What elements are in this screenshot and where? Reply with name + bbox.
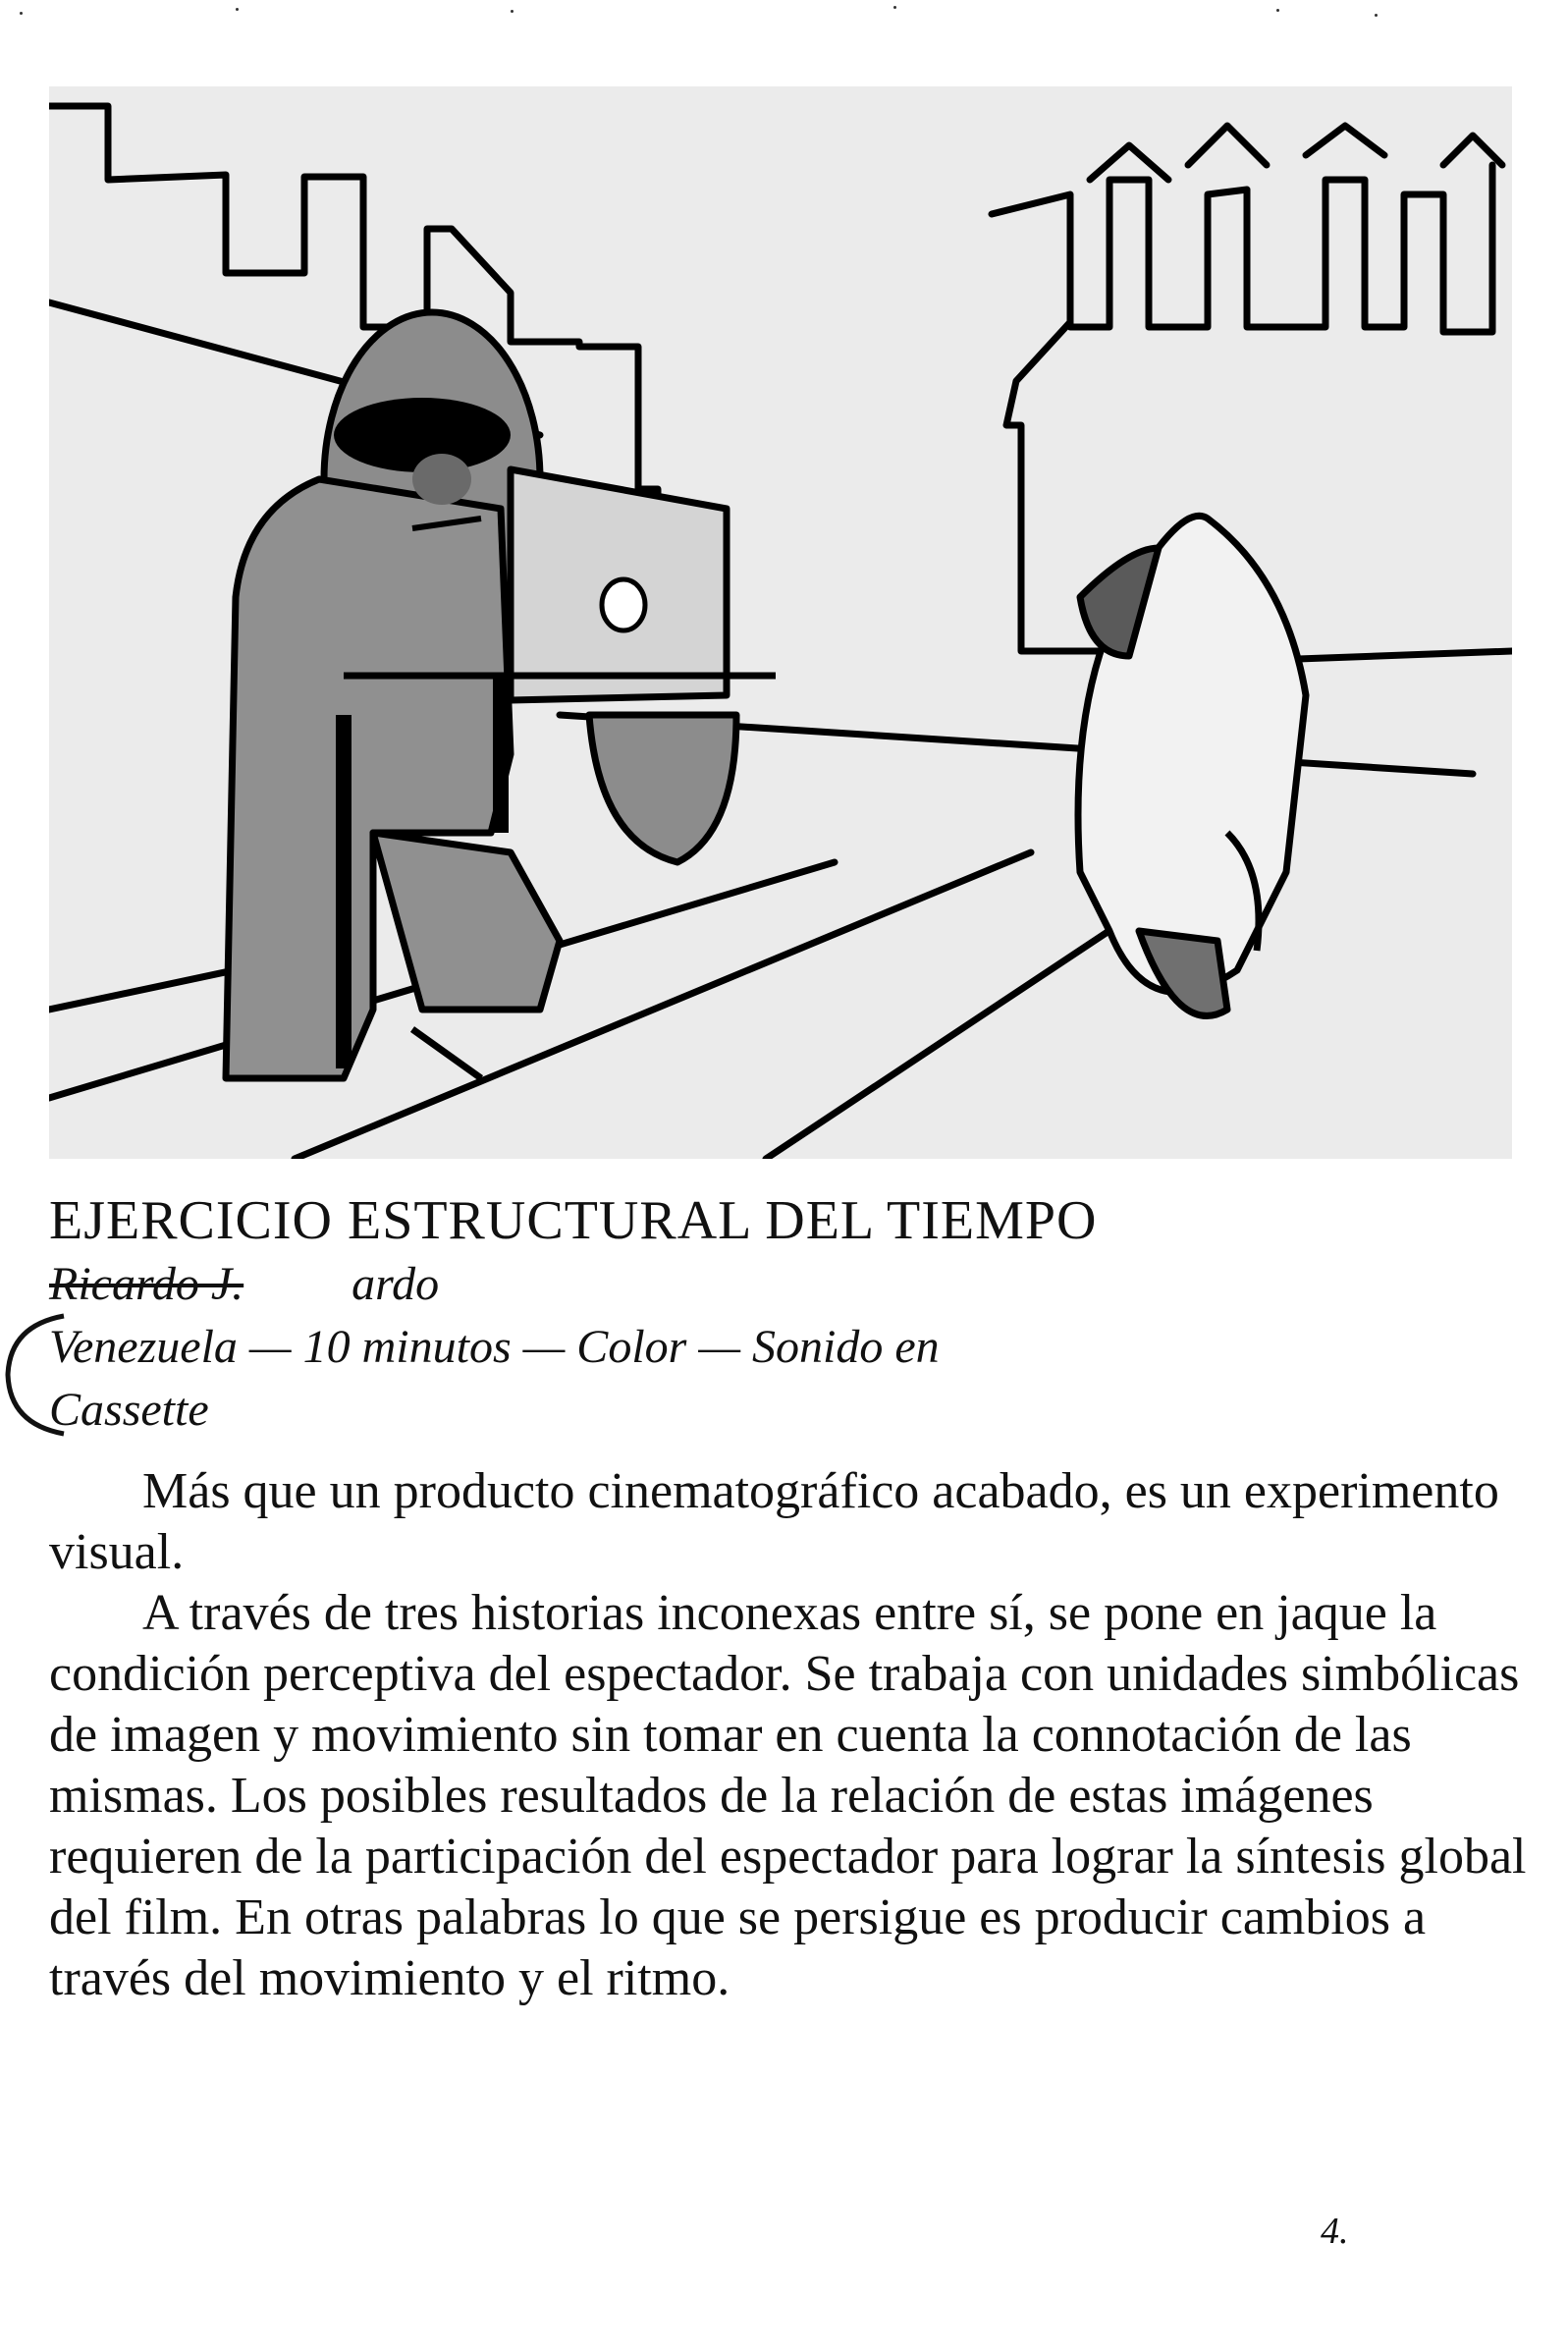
scan-speckle (20, 12, 23, 15)
caption-block (49, 1188, 1529, 2009)
synopsis-paragraph-1: Más que un producto cinematográfico acabado, es un experimento visual. (49, 1463, 1499, 1580)
synopsis-paragraph-2: A través de tres historias inconexas entre sí, se pone en jaque la condición perceptiva del espectador. Se trabaja con unidades simbólicas de imagen y movimiento sin tomar en cuenta la connotación de las mismas. Los posibles resultados de la relación de estas imágenes requieren de la participación del espectador para lograr la síntesis global del film. En otras palabras lo que se persigue es producir cambios a través del movimiento y el ritmo. (49, 1585, 1527, 2006)
scan-speckle (893, 6, 896, 9)
film-specs-line-2: Cassette (49, 1384, 209, 1436)
film-specs-line-1: Venezuela — 10 minutos — Color — Sonido en (49, 1321, 940, 1373)
scan-speckle (1375, 14, 1378, 17)
cartoon-drawing (49, 86, 1512, 1159)
synopsis (49, 1461, 1529, 2009)
director-line (49, 1253, 1529, 1316)
film-title: EJERCICIO ESTRUCTURAL DEL TIEMPO (49, 1190, 1098, 1251)
film-still-illustration (49, 86, 1512, 1159)
director-last-name: ardo (351, 1258, 440, 1310)
director-first-name: Ricardo J. (49, 1258, 244, 1310)
scan-speckle (236, 8, 239, 11)
page-number-mark: 4. (1321, 2211, 1349, 2252)
scan-speckle (511, 10, 514, 13)
scan-speckle (1276, 9, 1279, 12)
